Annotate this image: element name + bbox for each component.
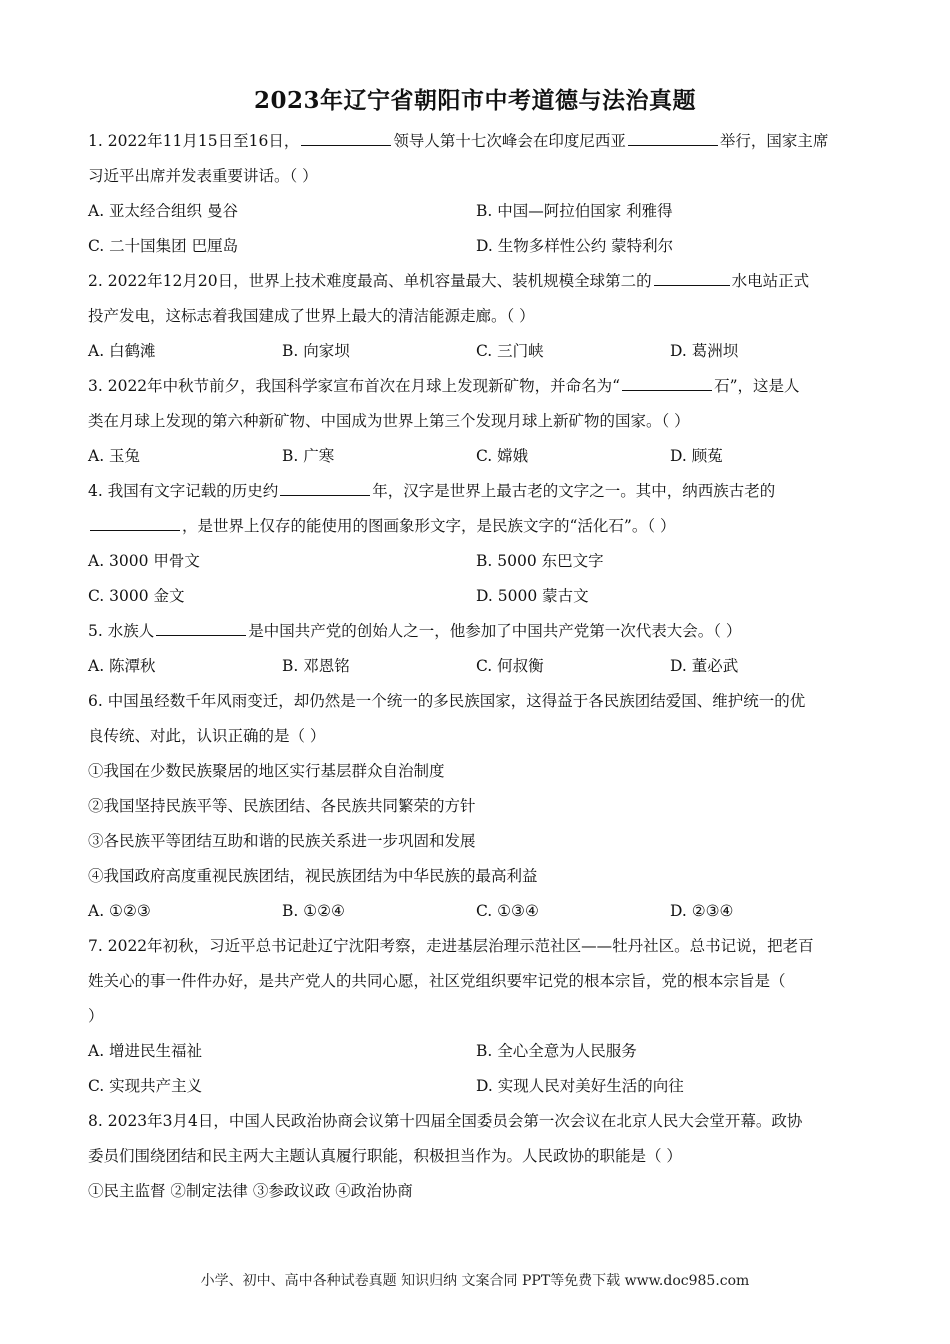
option-c: C. 二十国集团 巴厘岛 <box>88 237 239 255</box>
option-b: B. 广寒 <box>282 447 335 465</box>
question-2-line-1: 2. 2022年12月20日，世界上技术难度最高、单机容量最大、装机规模全球第二的 水电站正式 <box>88 264 864 299</box>
answer-blank <box>628 125 718 146</box>
question-1-line-1: 1. 2022年11月15日至16日， 领导人第十七次峰会在印度尼西亚 举行，国家主席 <box>88 124 864 159</box>
option-d: D. ②③④ <box>670 902 734 920</box>
option-a: A. 玉兔 <box>88 447 141 465</box>
question-7-line-2: 姓关心的事一件件办好，是共产党人的共同心愿，社区党组织要牢记党的根本宗旨，党的根本宗旨是（ <box>88 972 786 990</box>
answer-blank <box>654 265 730 286</box>
question-6-statement-4: ④我国政府高度重视民族团结，视民族团结为中华民族的最高利益 <box>88 867 538 885</box>
question-1-options-row-2 <box>88 229 864 264</box>
page-footer: 小学、初中、高中各种试卷真题 知识归纳 文案合同 PPT等免费下载 www.doc985.com <box>200 1273 750 1289</box>
option-c: C. 何叔衡 <box>476 657 544 675</box>
option-a: A. ①②③ <box>88 902 151 920</box>
question-7-line-3: ） <box>88 1007 104 1025</box>
option-a: A. 陈潭秋 <box>88 657 156 675</box>
question-6-line-2: 良传统、对此，认识正确的是（ ） <box>88 727 326 745</box>
question-7-options-row-1 <box>88 1034 864 1069</box>
answer-blank <box>280 475 370 496</box>
option-d: D. 顾菟 <box>670 447 723 465</box>
option-b: B. 向家坝 <box>282 342 350 360</box>
answer-blank <box>301 125 391 146</box>
option-b: B. 5000 东巴文字 <box>476 552 604 570</box>
option-a: A. 白鹤滩 <box>88 342 156 360</box>
question-7-options-row-2 <box>88 1069 864 1104</box>
option-c: C. 3000 金文 <box>88 587 185 605</box>
answer-blank <box>156 615 246 636</box>
question-3-line-2: 类在月球上发现的第六种新矿物、中国成为世界上第三个发现月球上新矿物的国家。（ ） <box>88 412 690 430</box>
question-2-line-2: 投产发电，这标志着我国建成了世界上最大的清洁能源走廊。（ ） <box>88 307 535 325</box>
question-4-options-row-1 <box>88 544 864 579</box>
option-a: A. 3000 甲骨文 <box>88 552 200 570</box>
option-d: D. 5000 蒙古文 <box>476 587 589 605</box>
option-b: B. ①②④ <box>282 902 345 920</box>
option-c: C. ①③④ <box>476 902 539 920</box>
question-1-line-2: 习近平出席并发表重要讲话。（ ） <box>88 167 318 185</box>
question-8-line-1: 8. 2023年3月4日，中国人民政治协商会议第十四届全国委员会第一次会议在北京人民大会堂开幕。政协 <box>88 1112 803 1130</box>
option-c: C. 实现共产主义 <box>88 1077 203 1095</box>
question-1-options-row-1 <box>88 194 864 229</box>
question-4-line-2: ，是世界上仅存的能使用的图画象形文字，是民族文字的“活化石”。（ ） <box>88 509 864 544</box>
question-6-options <box>88 894 864 929</box>
option-b: B. 全心全意为人民服务 <box>476 1042 637 1060</box>
option-b: B. 邓恩铭 <box>282 657 350 675</box>
question-7-line-1: 7. 2022年初秋，习近平总书记赴辽宁沈阳考察，走进基层治理示范社区——牡丹社区。总书记说，把老百 <box>88 937 814 955</box>
question-8-line-2: 委员们围绕团结和民主两大主题认真履行职能，积极担当作为。人民政协的职能是（ ） <box>88 1147 682 1165</box>
question-2-options <box>88 334 864 369</box>
question-3-options <box>88 439 864 474</box>
option-a: A. 增进民生福祉 <box>88 1042 203 1060</box>
option-a: A. 亚太经合组织 曼谷 <box>88 202 238 220</box>
question-5-options <box>88 649 864 684</box>
questions <box>88 124 864 1209</box>
question-8-statements: ①民主监督 ②制定法律 ③参政议政 ④政治协商 <box>88 1182 413 1200</box>
question-6-statement-2: ②我国坚持民族平等、民族团结、各民族共同繁荣的方针 <box>88 797 476 815</box>
answer-blank <box>622 370 712 391</box>
question-4-options-row-2 <box>88 579 864 614</box>
question-6-line-1: 6. 中国虽经数千年风雨变迁，却仍然是一个统一的多民族国家，这得益于各民族团结爱国、维护统一的优 <box>88 692 806 710</box>
option-b: B. 中国—阿拉伯国家 利雅得 <box>476 202 673 220</box>
option-d: D. 葛洲坝 <box>670 342 739 360</box>
question-3-line-1: 3. 2022年中秋节前夕，我国科学家宣布首次在月球上发现新矿物，并命名为“ 石”，这是人 <box>88 369 864 404</box>
question-4-line-1: 4. 我国有文字记载的历史约 年，汉字是世界上最古老的文字之一。其中，纳西族古老的 <box>88 474 864 509</box>
option-d: D. 董必武 <box>670 657 739 675</box>
option-d: D. 生物多样性公约 蒙特利尔 <box>476 237 674 255</box>
option-c: C. 嫦娥 <box>476 447 529 465</box>
question-6-statement-3: ③各民族平等团结互助和谐的民族关系进一步巩固和发展 <box>88 832 476 850</box>
page-title: 2023年辽宁省朝阳市中考道德与法治真题 <box>253 87 696 114</box>
question-5-line-1: 5. 水族人 是中国共产党的创始人之一，他参加了中国共产党第一次代表大会。（ ） <box>88 614 864 649</box>
answer-blank <box>90 510 180 531</box>
option-c: C. 三门峡 <box>476 342 544 360</box>
question-6-statement-1: ①我国在少数民族聚居的地区实行基层群众自治制度 <box>88 762 445 780</box>
option-d: D. 实现人民对美好生活的向往 <box>476 1077 684 1095</box>
